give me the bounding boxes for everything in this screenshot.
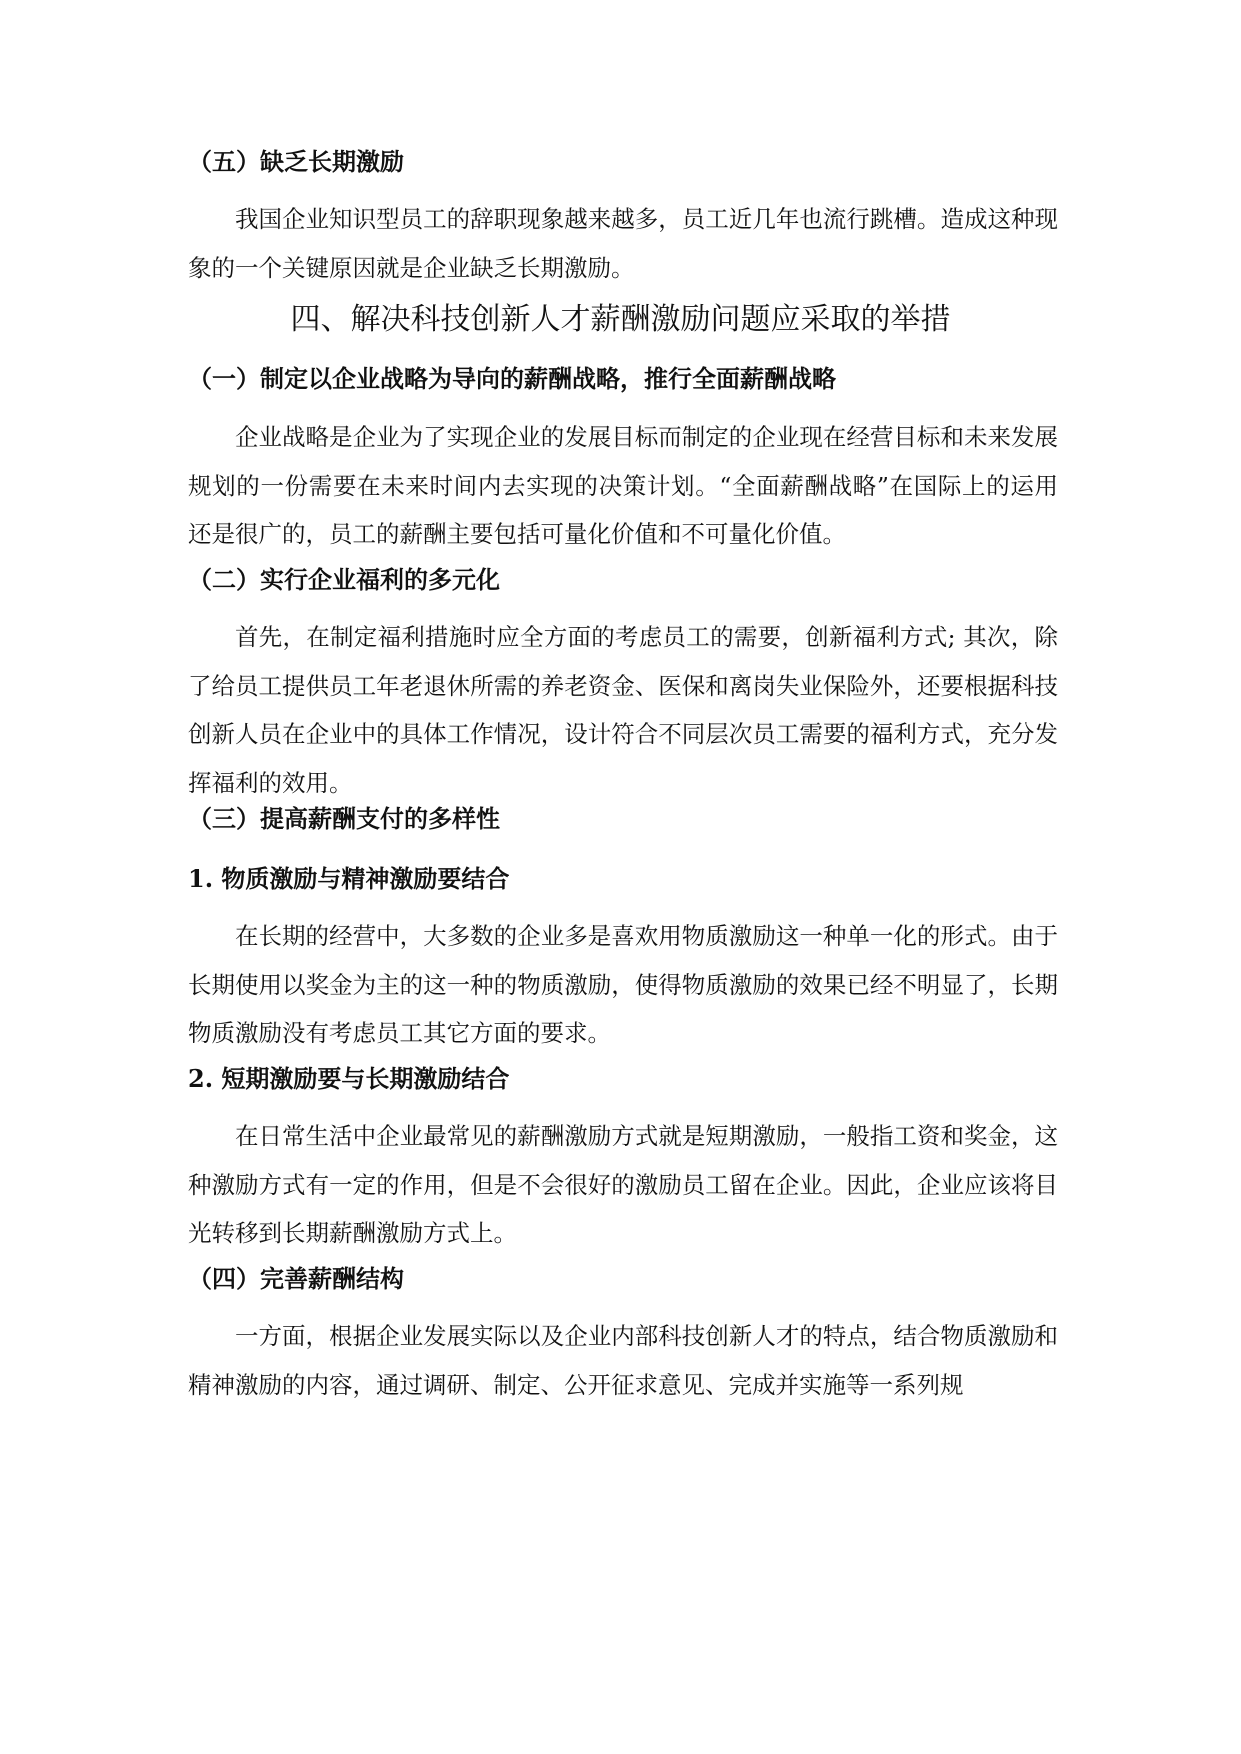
chapter-heading-4: 四、解决科技创新人才薪酬激励问题应采取的举措 [290,302,951,337]
paragraph: 在长期的经营中，大多数的企业多是喜欢用物质激励这一种单一化的形式。由于长期使用以奖金为主的这一种的物质激励，使得物质激励的效果已经不明显了，长期物质激励没有考虑员工其它方面的要求。 [188,922,1058,1047]
section-heading-1: （一）制定以企业战略为导向的薪酬战略，推行全面薪酬战略 [188,364,836,393]
subsection-heading-2: 2. 短期激励要与长期激励结合 [188,1064,510,1093]
section-heading-2: （二）实行企业福利的多元化 [188,565,500,594]
paragraph: 首先，在制定福利措施时应全方面的考虑员工的需要，创新福利方式; 其次，除了给员工提供员工年老退休所需的养老资金、医保和离岗失业保险外，还要根据科技创新人员在企业中的具体工作情况，设计符合不同层次员工需要的福利方式，充分发挥福利的效用。 [188,623,1058,797]
section-heading-5: （五）缺乏长期激励 [188,147,404,176]
paragraph: 在日常生活中企业最常见的薪酬激励方式就是短期激励，一般指工资和奖金，这种激励方式有一定的作用，但是不会很好的激励员工留在企业。因此，企业应该将目光转移到长期薪酬激励方式上。 [188,1122,1058,1247]
section-heading-3: （三）提高薪酬支付的多样性 [188,804,500,833]
section-heading-4: （四）完善薪酬结构 [188,1264,404,1293]
subsection-heading-1: 1. 物质激励与精神激励要结合 [188,864,510,893]
paragraph: 一方面，根据企业发展实际以及企业内部科技创新人才的特点，结合物质激励和精神激励的内容，通过调研、制定、公开征求意见、完成并实施等一系列规 [188,1322,1058,1399]
paragraph: 我国企业知识型员工的辞职现象越来越多，员工近几年也流行跳槽。造成这种现象的一个关键原因就是企业缺乏长期激励。 [188,205,1058,282]
paragraph: 企业战略是企业为了实现企业的发展目标而制定的企业现在经营目标和未来发展规划的一份需要在未来时间内去实现的决策计划。“全面薪酬战略”在国际上的运用还是很广的，员工的薪酬主要包括可量化价值和不可量化价值。 [188,423,1058,548]
